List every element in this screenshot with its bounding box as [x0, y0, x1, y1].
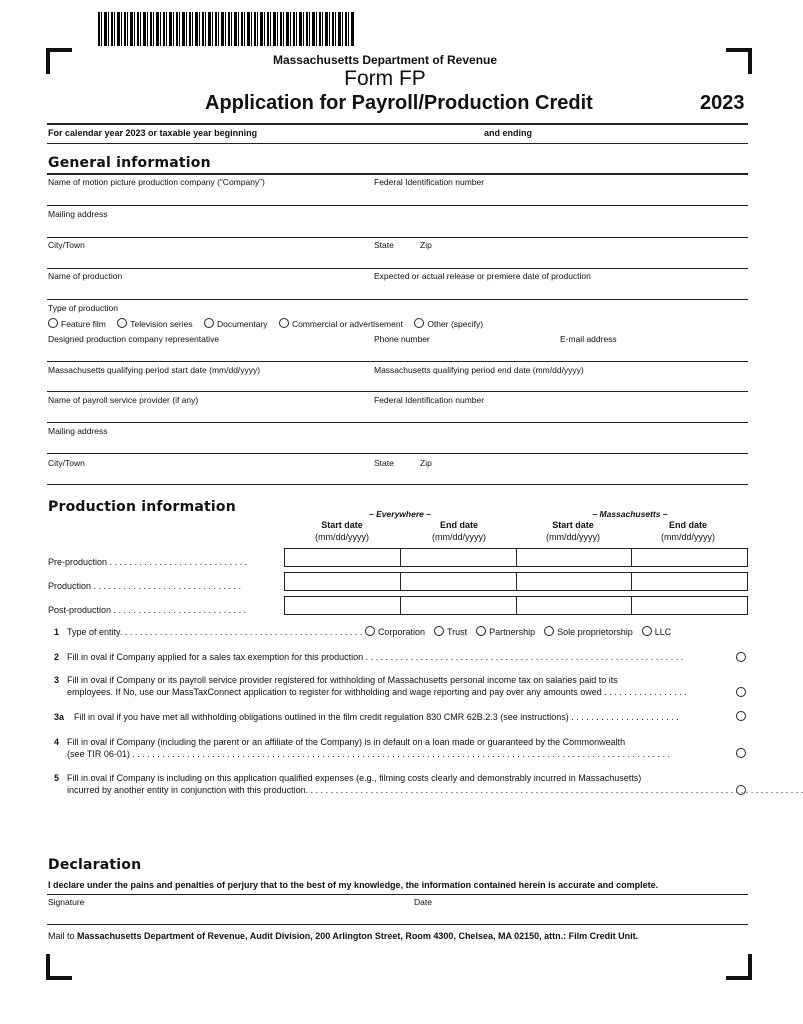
type-commercial[interactable]: Commercial or advertisement: [279, 318, 403, 329]
payroll-provider-field[interactable]: Name of payroll service provider (if any): [48, 395, 199, 405]
production-type-options: [48, 318, 492, 329]
type-of-production-label: Type of production: [48, 303, 118, 313]
entity-sole-proprietorship[interactable]: Sole proprietorship: [544, 626, 633, 638]
entity-llc[interactable]: LLC: [642, 626, 672, 638]
question-5-oval[interactable]: [736, 785, 746, 795]
question-1-text: Type of entity. . . . . . . . . . . . . . . . . . . . . . . . . . . . . . . . . . . . . . . . . . . . . . . . . Corporation Trust Partnership Sole proprietorship LLC: [67, 627, 672, 637]
calendar-rule[interactable]: [47, 143, 748, 144]
date-format: (mm/dd/yyyy): [661, 532, 715, 542]
everywhere-end-header: End date: [439, 520, 478, 530]
oval-radio[interactable]: [642, 626, 652, 636]
representative-field[interactable]: Designed production company representative: [48, 334, 220, 344]
question-5-line1: Fill in oval if Company is including on this application qualified expenses (e.g., filming costs clearly and demonstrably incurred in Massachusetts): [67, 773, 642, 783]
ma-start-header: Start date: [552, 520, 594, 530]
question-3a: 3a Fill in oval if you have met all withholding obligations outlined in the film credit regulation 830 CMR 62B.2.3 (see instructions) . . . . . . . . . . . . . . . . . . . . . .: [54, 711, 744, 723]
oval-radio[interactable]: [204, 318, 214, 328]
production-dates[interactable]: [284, 572, 748, 591]
city-field[interactable]: City/Town: [48, 240, 85, 250]
date-format: (mm/dd/yyyy): [432, 532, 486, 542]
type-documentary[interactable]: Documentary: [204, 318, 268, 329]
corner-mark-bottom-right: [726, 954, 752, 980]
question-4-oval[interactable]: [736, 748, 746, 758]
type-television-series[interactable]: Television series: [117, 318, 192, 329]
oval-radio[interactable]: [414, 318, 424, 328]
question-4-line1: Fill in oval if Company (including the parent or an affiliate of the Company) is in default on a loan made or guaranteed by the Commonwealth: [67, 737, 626, 747]
period-start-field[interactable]: Massachusetts qualifying period start date (mm/dd/yyyy): [48, 365, 261, 375]
production-name-field[interactable]: Name of production: [48, 271, 123, 281]
question-3: 3 Fill in oval if Company or its payroll service provider registered for withholding of Massachusetts personal income tax on salaries paid to its employees. If No, use our MassTaxConnect application to register for withholding and wage reporting and pay over any amounts owed . . . . . . . . . . . . . . . . .: [54, 674, 744, 700]
mail-to-address: Mail to Massachusetts Department of Revenue, Audit Division, 200 Arlington Street, Room 4300, Chelsea, MA 02150, attn.: Film Credit Unit.: [48, 931, 639, 941]
question-4: 4 Fill in oval if Company (including the parent or an affiliate of the Company) is in default on a loan made or guaranteed by the Commonwealth (see TIR 06-01) . . . . . . . . . . . . . . . . . . . . . . . . . . . . . . . . . . . . . . . . . . . . . . . . . . . . . . . . . . . . . . . . . . . . . . . . . . . . . . . . . . . . . . . . . . . . . . . . . . . . . . . . . . . .: [54, 736, 744, 762]
payroll-fein-field[interactable]: Federal Identification number: [374, 395, 485, 405]
zip-field[interactable]: Zip: [420, 240, 432, 250]
payroll-state-field[interactable]: State: [374, 458, 394, 468]
pre-production-dates[interactable]: [284, 548, 748, 567]
oval-radio[interactable]: [279, 318, 289, 328]
date-field[interactable]: Date: [414, 897, 432, 907]
production-info-heading: Production information: [48, 499, 236, 515]
declaration-statement: I declare under the pains and penalties of perjury that to the best of my knowledge, the information contained herein is accurate and complete.: [48, 880, 659, 890]
type-feature-film[interactable]: Feature film: [48, 318, 106, 329]
oval-radio[interactable]: [434, 626, 444, 636]
header-rule: [47, 123, 748, 125]
form-number: Form FP: [344, 67, 426, 90]
oval-radio[interactable]: [544, 626, 554, 636]
oval-radio[interactable]: [365, 626, 375, 636]
question-2: 2 Fill in oval if Company applied for a sales tax exemption for this production . . . . . . . . . . . . . . . . . . . . . . . . . . . . . . . . . . . . . . . . . . . . . . . . . . . . . . . . . . . . . . . .: [54, 651, 744, 663]
everywhere-start-header: Start date: [321, 520, 363, 530]
field-rule: [47, 361, 748, 362]
field-rule: [47, 268, 748, 269]
field-rule: [47, 205, 748, 206]
question-3-line2: employees. If No, use our MassTaxConnect application to register for withholding and wage reporting and pay over any amounts owed . . . . . . . . . . . . . . . . .: [67, 687, 687, 697]
oval-radio[interactable]: [48, 318, 58, 328]
form-title: Application for Payroll/Production Credit: [205, 92, 593, 114]
massachusetts-label: – Massachusetts –: [592, 509, 668, 519]
field-rule: [47, 894, 748, 895]
question-2-text: Fill in oval if Company applied for a sales tax exemption for this production . . . . . . . . . . . . . . . . . . . . . . . . . . . . . . . . . . . . . . . . . . . . . . . . . . . . . . . . . . . . . . . .: [67, 652, 684, 662]
oval-radio[interactable]: [476, 626, 486, 636]
declaration-heading: Declaration: [48, 857, 142, 873]
field-rule: [47, 484, 748, 485]
field-rule: [47, 391, 748, 392]
release-date-field[interactable]: Expected or actual release or premiere date of production: [374, 271, 591, 281]
fein-field[interactable]: Federal Identification number: [374, 177, 485, 187]
corner-mark-bottom-left: [46, 954, 72, 980]
payroll-mailing-field[interactable]: Mailing address: [48, 426, 108, 436]
entity-trust[interactable]: Trust: [434, 626, 467, 638]
post-production-label: Post-production . . . . . . . . . . . . . . . . . . . . . . . . . . .: [48, 605, 247, 615]
date-format: (mm/dd/yyyy): [315, 532, 369, 542]
form-year: 2023: [700, 92, 745, 114]
field-rule: [47, 299, 748, 300]
general-rule: [47, 173, 748, 175]
calendar-year-label: For calendar year 2023 or taxable year beginning: [48, 128, 258, 138]
field-rule: [47, 237, 748, 238]
question-5-line2: incurred by another entity in conjunction with this production. . . . . . . . . . . . . . . . . . . . . . . . . . . . . . . . . . . . . . . . . . . . . . . . . . . . . . . . . . . . . . . . . . . . . . . . . . . . . . . . . . . . . . . . . . . . . . . . . . . .: [67, 785, 803, 795]
type-other[interactable]: Other (specify): [414, 318, 483, 329]
post-production-dates[interactable]: [284, 596, 748, 615]
everywhere-label: – Everywhere –: [369, 509, 431, 519]
mailing-address-field[interactable]: Mailing address: [48, 209, 108, 219]
entity-partnership[interactable]: Partnership: [476, 626, 535, 638]
production-label: Production . . . . . . . . . . . . . . . . . . . . . . . . . . . . . .: [48, 581, 242, 591]
company-name-field[interactable]: Name of motion picture production company (“Company”): [48, 177, 265, 187]
entity-corporation[interactable]: Corporation: [365, 626, 425, 638]
department-name: Massachusetts Department of Revenue: [272, 53, 498, 67]
payroll-city-field[interactable]: City/Town: [48, 458, 85, 468]
field-rule: [47, 422, 748, 423]
general-info-heading: General information: [48, 155, 211, 171]
signature-field[interactable]: Signature: [48, 897, 85, 907]
question-4-line2: (see TIR 06-01) . . . . . . . . . . . . . . . . . . . . . . . . . . . . . . . . . . . . . . . . . . . . . . . . . . . . . . . . . . . . . . . . . . . . . . . . . . . . . . . . . . . . . . . . . . . . . . . . . . . . . . . . . . . .: [67, 749, 670, 759]
field-rule: [47, 453, 748, 454]
pre-production-label: Pre-production . . . . . . . . . . . . . . . . . . . . . . . . . . . .: [48, 557, 248, 567]
question-5: 5 Fill in oval if Company is including on this application qualified expenses (e.g., filming costs clearly and demonstrably incurred in Massachusetts) incurred by another entity in conjunction with this production. . . . . . . . . . . . . . . . . . . . . . . . . . . . . . . . . . . . . . . . . . . . . . . . . . . . . . . . . . . . . . . . . . . . . . . . . . . . . . . . . . . . . . . . . . . . . . . . . . . .: [54, 773, 803, 795]
question-3-line1: Fill in oval if Company or its payroll service provider registered for withholding of Massachusetts personal income tax on salaries paid to its: [67, 675, 618, 685]
field-rule: [47, 924, 748, 925]
barcode: [98, 12, 354, 46]
email-field[interactable]: E-mail address: [560, 334, 617, 344]
ma-end-header: End date: [668, 520, 707, 530]
date-format: (mm/dd/yyyy): [546, 532, 600, 542]
question-3-oval[interactable]: [736, 687, 746, 697]
question-3a-text: Fill in oval if you have met all withholding obligations outlined in the film credit regulation 830 CMR 62B.2.3 (see instructions) . . . . . . . . . . . . . . . . . . . . . .: [74, 712, 679, 722]
state-field[interactable]: State: [374, 240, 394, 250]
question-1: 1 Type of entity. . . . . . . . . . . . . . . . . . . . . . . . . . . . . . . . . . . . . . . . . . . . . . . . . Corporation Trust Partnership Sole proprietorship LLC: [54, 626, 744, 638]
period-end-field[interactable]: Massachusetts qualifying period end date (mm/dd/yyyy): [374, 365, 584, 375]
phone-field[interactable]: Phone number: [374, 334, 430, 344]
question-3a-oval[interactable]: [736, 711, 746, 721]
and-ending-label: and ending: [484, 128, 532, 138]
payroll-zip-field[interactable]: Zip: [420, 458, 432, 468]
question-2-oval[interactable]: [736, 652, 746, 662]
oval-radio[interactable]: [117, 318, 127, 328]
